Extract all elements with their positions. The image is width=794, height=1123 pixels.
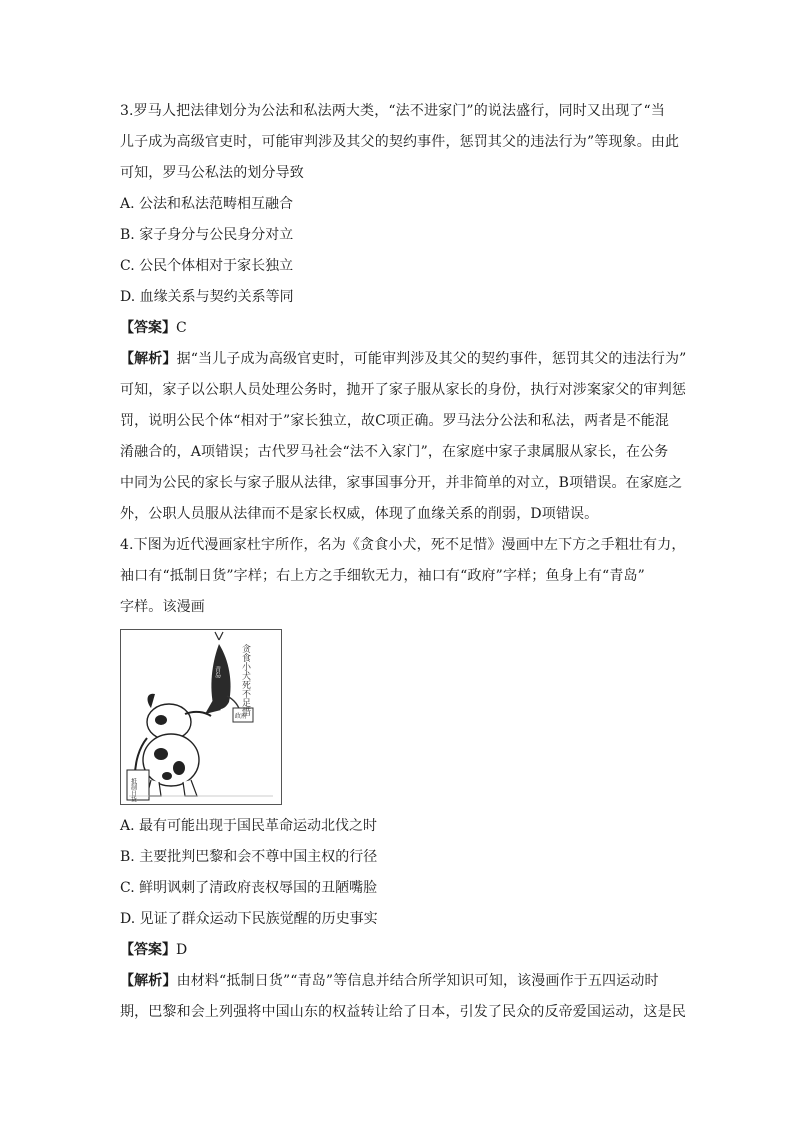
q4-analysis-line-2: 期，巴黎和会上列强将中国山东的权益转让给了日本，引发了民众的反帝爱国运动，这是民	[120, 1004, 686, 1020]
q3-option-c: C. 公民个体相对于家长独立	[120, 258, 294, 274]
q4-stem-line-1: 4.下图为近代漫画家杜宇所作，名为《贪食小犬，死不足惜》漫画中左下方之手粗壮有力，	[120, 537, 686, 553]
q4-analysis-line-1	[120, 966, 680, 997]
q3-analysis-line-6: 外，公职人员服从法律而不是家长权威，体现了血缘关系的削弱，D项错误。	[120, 506, 599, 522]
question-4	[120, 530, 686, 1028]
q3-answer-label: 【答案】	[120, 320, 176, 336]
q3-option-a: A. 公法和私法范畴相互融合	[120, 196, 294, 212]
q4-option-c: C. 鲜明讽刺了清政府丧权辱国的丑陋嘴脸	[120, 880, 378, 896]
fish-text: 青岛	[213, 666, 221, 678]
sleeve-left-text: 抵制日货	[129, 778, 137, 802]
q3-analysis-label: 【解析】	[120, 351, 177, 367]
q3-answer-value: C	[176, 320, 187, 336]
cartoon-caption: 贪食小犬死不足惜	[240, 644, 250, 716]
q3-option-b: B. 家子身分与公民身分对立	[120, 227, 294, 243]
sleeve-right-text: 政府	[235, 713, 248, 720]
q3-analysis-line-3: 罚，说明公民个体“相对于”家长独立，故C项正确。罗马法分公法和私法，两者是不能混	[120, 413, 670, 429]
q4-stem-line-2: 袖口有“抵制日货”字样；右上方之手细软无力，袖口有“政府”字样；鱼身上有“青岛”	[120, 568, 645, 584]
q4-analysis-text-1: 由材料“抵制日货”“青岛”等信息并结合所学知识可知，该漫画作于五四运动时	[176, 973, 659, 989]
q4-answer-label: 【答案】	[120, 942, 176, 958]
q4-option-a: A. 最有可能出现于国民革命运动北伐之时	[120, 818, 378, 834]
q3-answer	[120, 313, 680, 344]
document-page	[120, 96, 687, 1028]
q4-analysis-label: 【解析】	[120, 973, 177, 989]
question-3	[120, 96, 687, 530]
q3-stem-line-2: 儿子成为高级官吏时，可能审判涉及其父的契约事件，惩罚其父的违法行为”等现象。由此	[120, 134, 680, 150]
q4-answer	[120, 935, 680, 966]
q4-stem-line-3: 字样。该漫画	[120, 599, 205, 615]
q3-analysis-text-1: 据“当儿子成为高级官吏时，可能审判涉及其父的契约事件，惩罚其父的违法行为”	[176, 351, 687, 367]
q4-answer-value: D	[176, 942, 188, 958]
q3-analysis-line-4: 淆融合的，A项错误；古代罗马社会“法不入家门”，在家庭中家子隶属服从家长，在公务	[120, 444, 669, 460]
cartoon-drawing	[121, 630, 281, 804]
q3-analysis-line-2: 可知，家子以公职人员处理公务时，抛开了家子服从家长的身份，执行对涉案家父的审判惩	[120, 382, 686, 398]
q3-option-d: D. 血缘关系与契约关系等同	[120, 289, 294, 305]
q4-option-d: D. 见证了群众运动下民族觉醒的历史事实	[120, 911, 378, 927]
q3-analysis-line-5: 中同为公民的家长与家子服从法律，家事国事分开，并非简单的对立，B项错误。在家庭之	[120, 475, 683, 491]
q4-option-b: B. 主要批判巴黎和会不尊中国主权的行径	[120, 849, 378, 865]
q3-stem-line-1: 3.罗马人把法律划分为公法和私法两大类，“法不进家门”的说法盛行，同时又出现了“当	[120, 103, 665, 119]
q3-stem-line-3: 可知，罗马公私法的划分导致	[120, 165, 304, 181]
dog-shape	[143, 694, 211, 796]
cartoon-figure	[120, 629, 282, 805]
q3-analysis-line-1	[120, 344, 687, 375]
